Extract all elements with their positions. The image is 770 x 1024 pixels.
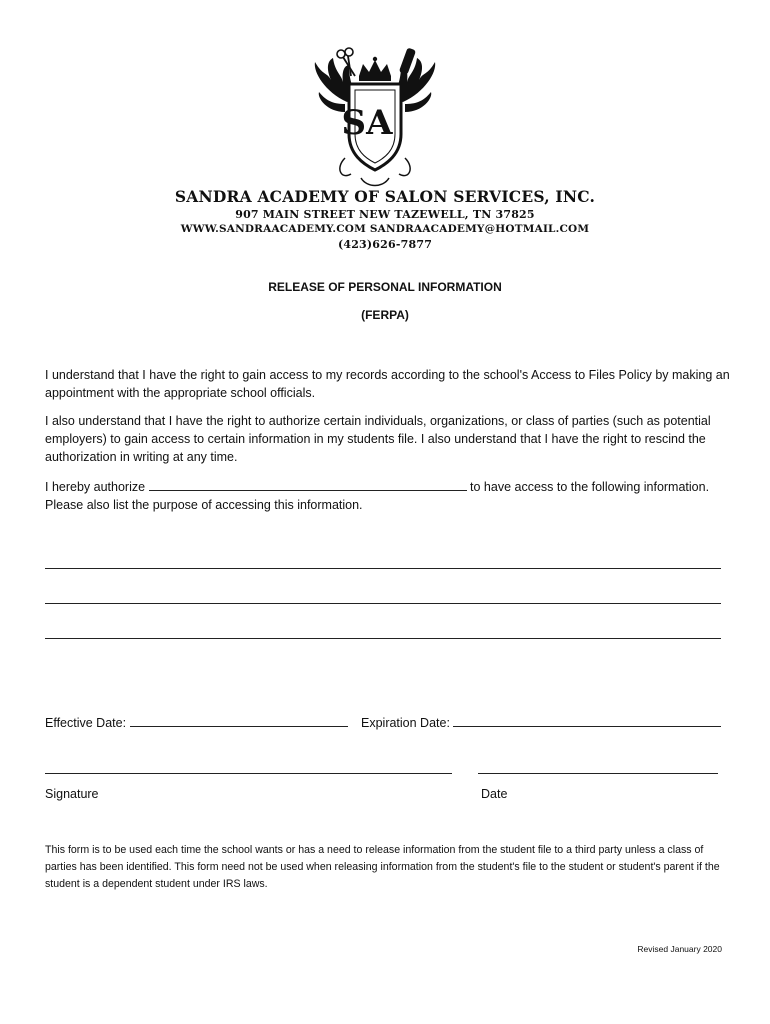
school-address: 907 MAIN STREET NEW TAZEWELL, TN 37825: [235, 208, 535, 221]
form-title: RELEASE OF PERSONAL INFORMATION: [268, 280, 502, 294]
authorize-suffix: to have access to the following information.: [470, 480, 710, 494]
school-website-email: WWW.SANDRAACADEMY.COM SANDRAACADEMY@HOTMAIL.COM: [180, 223, 590, 235]
paragraph-authorization-rights: I also understand that I have the right to authorize certain individuals, organizations, or class of parties (such as potential employers) to gain access to certain information in my students file. I also understand that I have the right to rescind the authorization in writing at any time.: [45, 414, 711, 464]
signature-label: Signature: [45, 787, 99, 801]
revision-date: Revised January 2020: [637, 944, 722, 954]
svg-text:SA: SA: [341, 103, 393, 143]
authorized-party-field[interactable]: [149, 478, 467, 491]
paragraph-access-rights: I understand that I have the right to gain access to my records according to the school's Access to Files Policy by making an appointment with the appropriate school officials.: [45, 368, 730, 400]
school-name: SANDRA ACADEMY OF SALON SERVICES, INC.: [174, 187, 596, 206]
sandra-academy-logo: [305, 42, 445, 192]
information-line-2[interactable]: [45, 603, 721, 604]
information-line-3[interactable]: [45, 638, 721, 639]
form-subtitle: (FERPA): [361, 308, 409, 322]
effective-date-row: [45, 714, 348, 730]
date-field[interactable]: [478, 773, 718, 774]
usage-note: This form is to be used each time the school wants or has a need to release information from the student file to a third party unless a class of parties has been identified. This form need not be used when releasing information from the student's file to the student or student's parent if the student is a dependent student under IRS laws.: [45, 844, 720, 890]
expiration-date-label: Expiration Date:: [361, 716, 450, 730]
information-line-1[interactable]: [45, 568, 721, 569]
purpose-instruction: Please also list the purpose of accessing this information.: [45, 498, 363, 512]
school-phone: (423)626-7877: [337, 238, 433, 251]
signature-field[interactable]: [45, 773, 452, 774]
effective-date-field[interactable]: [130, 714, 348, 727]
expiration-date-field[interactable]: [453, 714, 721, 727]
paragraph-authorize: [45, 478, 735, 514]
authorize-prefix: I hereby authorize: [45, 480, 146, 494]
date-label: Date: [481, 787, 508, 801]
expiration-date-row: [361, 714, 721, 730]
effective-date-label: Effective Date:: [45, 716, 127, 730]
